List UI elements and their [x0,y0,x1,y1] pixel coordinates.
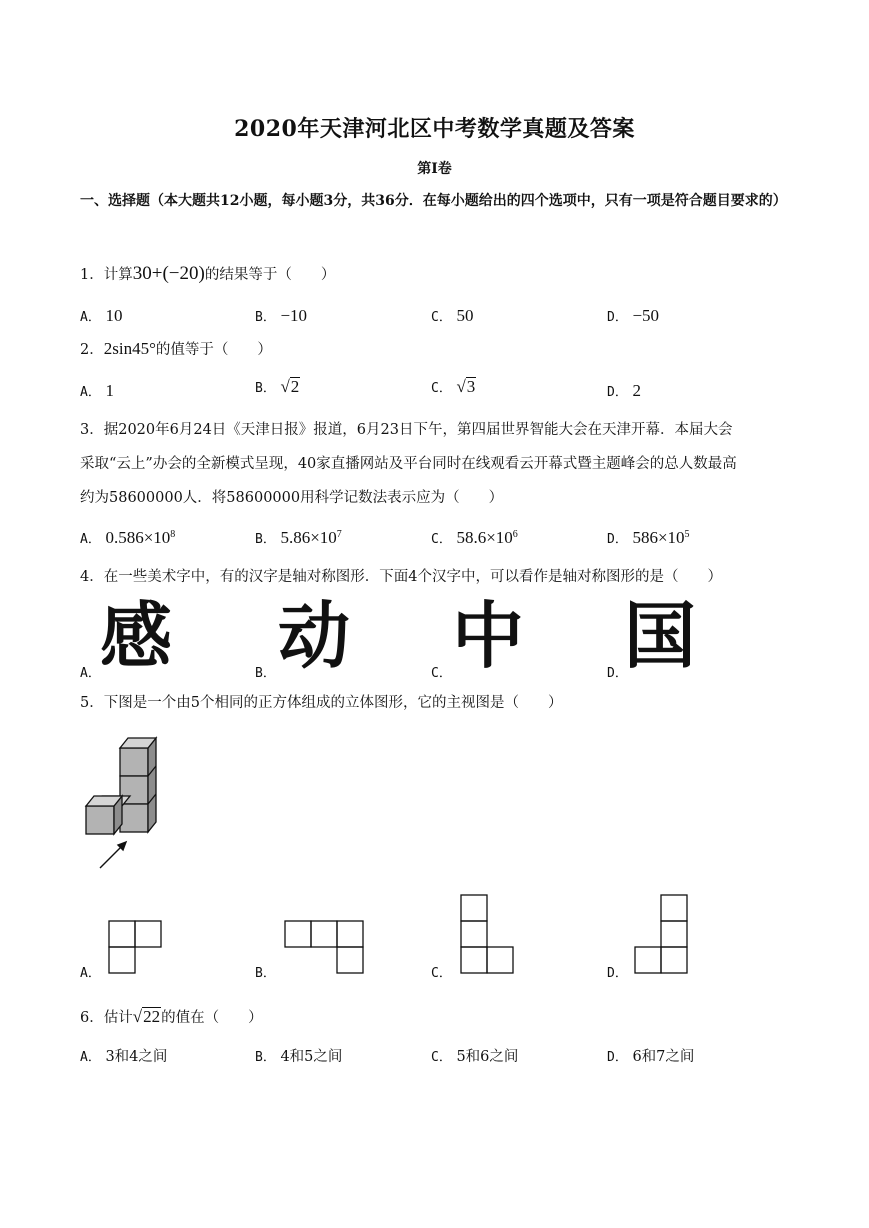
q5-option-d-view [634,894,690,976]
q2-option-a: A． 1 [80,381,114,400]
q5-option-a-view [108,920,164,976]
q2-option-c: C． √3 [431,377,476,396]
question-3 [80,413,792,515]
q3-option-b: B． $5.86\times 10^7$ [255,528,342,547]
question-1 [80,257,800,292]
q1-option-a: A． 10 [80,306,123,325]
q4-option-a-label: A． [80,666,101,681]
q4-char-dong: 动 [278,594,351,678]
q5-option-b-label: B． [255,966,276,981]
question-5: 5．下图是一个由5个相同的正方体组成的立体图形，它的主视图是（ ） [80,695,563,711]
q6-prefix: 6．估计 [80,1010,133,1026]
sqrt-3: 3 [466,377,476,396]
q1-option-b: B． −10 [255,306,308,325]
sqrt-22: 22 [143,1007,161,1026]
q1-suffix: 的结果等于（ ） [204,267,336,283]
q6-suffix: 的值在（ ） [161,1010,263,1026]
q4-char-zhong: 中 [452,594,525,678]
q4-char-guo: 国 [624,594,697,678]
section-heading: 一、选择题（本大题共12小题，每小题3分，共36分．在每小题给出的四个选项中，只有一项是符合题目要求的） [80,193,787,209]
q2-suffix: 的值等于（ ） [155,342,272,358]
q3-line-2: 采取“云上”办会的全新模式呈现，40家直播网站及平台同时在线观看云开幕式暨主题峰会的总人数最高 [80,456,737,472]
q2-option-b: B． √2 [255,377,300,396]
q4-char-gan: 感 [100,594,173,678]
q2-expression: 2sin45° [103,339,156,358]
q2-prefix: 2． [80,342,104,358]
page-subtitle: 第Ⅰ卷 [417,161,452,177]
q3-option-c: C． $58.6\times 10^6$ [431,528,518,547]
q5-option-b-view [284,920,366,976]
q3-line-3: 约为58600000人．将58600000用科学记数法表示应为（ ） [80,490,504,506]
question-4: 4．在一些美术字中，有的汉字是轴对称图形．下面4个汉字中，可以看作是轴对称图形的是（ ） [80,569,722,585]
question-6: 6．估计√22的值在（ ） [80,1007,263,1026]
q4-option-d-label: D． [607,666,628,681]
q3-option-d: D． $586\times 10^5$ [607,528,690,547]
q4-option-c-label: C． [431,666,452,681]
q1-option-c: C． 50 [431,306,474,325]
q5-option-c-label: C． [431,966,452,981]
sqrt-2: 2 [290,377,300,396]
q5-option-a-label: A． [80,966,101,981]
q6-option-a: A． 3和4之间 [80,1049,168,1065]
q3-line-1: 3．据2020年6月24日《天津日报》报道，6月23日下午，第四届世界智能大会在天津开幕．本届大会 [80,422,733,438]
q3-option-a: A． $0.586\times 10^8$ [80,528,176,547]
q1-expression: 30+(−20) [132,263,205,284]
cube-stack-figure [78,732,168,874]
q2-option-d: D． 2 [607,381,641,400]
q6-option-d: D． 6和7之间 [607,1049,695,1065]
q1-option-d: D． −50 [607,306,660,325]
q5-option-c-view [460,894,516,976]
q6-option-b: B． 4和5之间 [255,1049,343,1065]
q5-option-d-label: D． [607,966,628,981]
q1-prefix: 1．计算 [80,267,133,283]
q6-option-c: C． 5和6之间 [431,1049,519,1065]
question-2 [80,332,800,367]
page-title: 2020年天津河北区中考数学真题及答案 [234,116,635,142]
q4-option-b-label: B． [255,666,276,681]
